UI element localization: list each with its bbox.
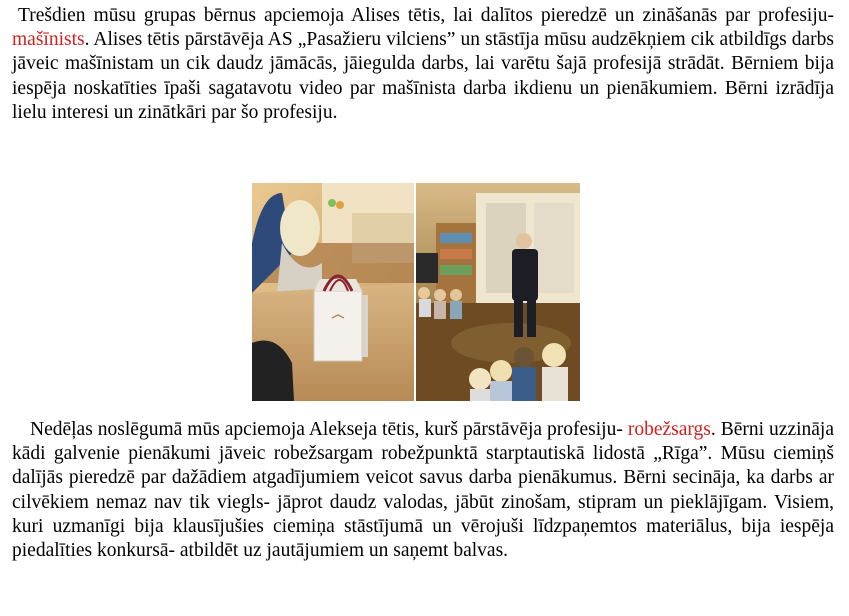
profession-highlight-train-driver: mašīnists xyxy=(12,29,85,51)
paragraph-intro xyxy=(12,4,834,125)
paragraph-intro-text-after: . Alises tētis pārstāvēja AS „Pasažieru vilciens” un stāstīja mūsu audzēkņiem cik atbildīgs darbs jāveic mašīnistam un cik daudz jāmācās, jāiegulda darbs, lai varētu šajā profesijā strādāt. Bērniem bija iespēja noskatīties īpaši sagatavotu video par mašīnista darba ikdienu un pienākumiem. Bērni izrādīja lielu interesi un zinātkāri par šo profesiju. xyxy=(12,29,834,123)
profession-highlight-border-guard: robežsargs xyxy=(627,419,711,440)
paragraph-border-guard-text-before: Nedēļas noslēgumā mūs apciemoja Alekseja tētis, kurš pārstāvēja profesiju- xyxy=(30,419,628,440)
paragraph-border-guard-text-after: . Bērni uzzināja kādi galvenie pienākumi jāveic robežsargam robežpunktā starptautiskā lidostā „Rīga”. Mūsu ciemiņš dalījās pieredzē par dažādiem atgadījumiem veicot savus darba pienākumus. Bērni secināja, ka darbs ar cilvēkiem nemaz nav tik viegls- jāprot daudz valodas, jābūt zinošam, stipram un pieklājīgam. Visiem, kuri uzmanīgi bija klausījušies ciemiņa stāstījumā un vērojuši līdzpaņemtos materiālus, bija iespēja piedalīties konkursā- atbildēt uz jautājumiem un saņemt balvas. xyxy=(12,419,835,562)
paragraph-intro-text-before: Trešdien mūsu grupas bērnus apciemoja Alises tētis, lai dalītos pieredzē un zināšanās par profesiju- xyxy=(18,5,834,26)
photo-visitor-with-children xyxy=(416,183,580,401)
paragraph-border-guard xyxy=(12,418,834,563)
photo-gift-bag-table xyxy=(252,183,414,401)
photo-collage xyxy=(252,183,580,401)
